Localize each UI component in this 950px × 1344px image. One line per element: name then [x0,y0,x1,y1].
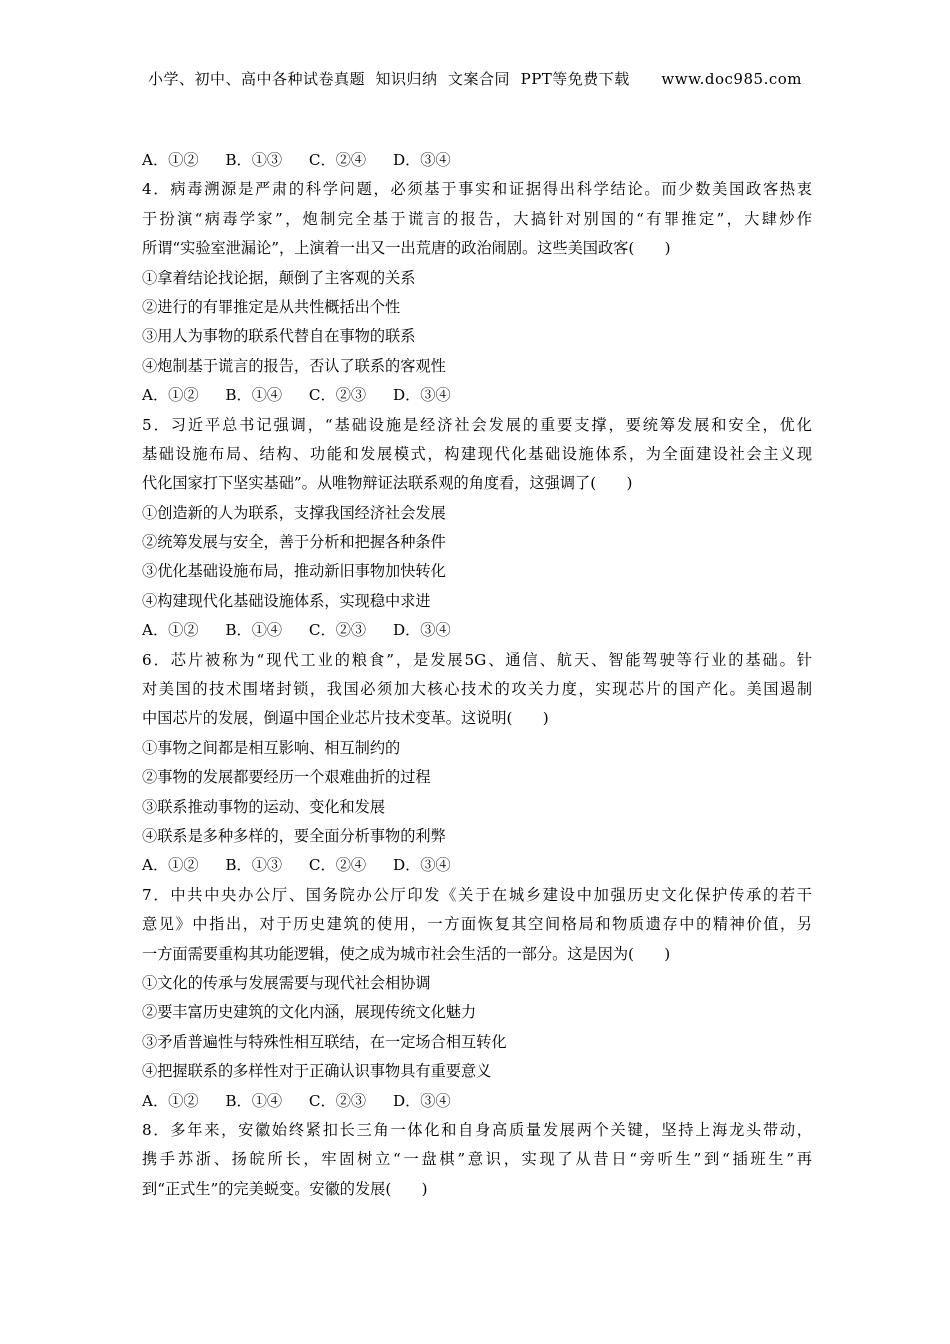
q6-option-c: C．②④ [308,856,367,875]
q6-item-4: ④联系是多种多样的，要全面分析事物的利弊 [142,826,446,845]
q5-stem-line: 5．习近平总书记强调，“基础设施是经济社会发展的重要支撑，要统筹发展和安全，优化 [142,415,812,434]
q6-item-1: ①事物之间都是相互影响、相互制约的 [142,738,401,757]
q6-stem-line: 6．芯片被称为“现代工业的粮食”，是发展5G、通信、航天、智能驾驶等行业的基础。针 [142,650,812,669]
q7-option-a: A．①② [142,1091,199,1110]
q6-option-b: B．①③ [225,856,283,875]
q4-stem-line: 所谓“实验室泄漏论”，上演着一出又一出荒唐的政治闹剧。这些美国政客( ) [142,239,671,258]
q3-option-b: B．①③ [225,151,283,169]
q4-stem-line: 于扮演“病毒学家”，炮制完全基于谎言的报告，大搞针对别国的“有罪推定”，大肆炒作 [142,209,812,228]
q7-option-d: D．③④ [392,1091,451,1110]
q4-item-2: ②进行的有罪推定是从共性概括出个性 [142,297,401,316]
q4-item-4: ④炮制基于谎言的报告，否认了联系的客观性 [142,356,446,375]
q3-option-a: A．①② [142,151,199,169]
question-7 [142,881,812,1116]
q6-item-2: ②事物的发展都要经历一个艰难曲折的过程 [142,768,431,787]
q5-options [142,616,812,645]
q5-stem-line: 代化国家打下坚实基础”。从唯物辩证法联系观的角度看，这强调了( ) [142,474,633,493]
q4-item-1: ①拿着结论找论据，颠倒了主客观的关系 [142,268,416,287]
q6-options [142,851,812,880]
q7-item-3: ③矛盾普遍性与特殊性相互联结，在一定场合相互转化 [142,1032,507,1051]
q5-option-c: C．②③ [308,621,367,640]
q7-stem-line: 一方面需要重构其功能逻辑，使之成为城市社会生活的一部分。这是因为( ) [142,944,671,963]
q7-options [142,1087,812,1116]
q4-options [142,381,812,410]
q5-item-4: ④构建现代化基础设施体系，实现稳中求进 [142,591,431,610]
q7-item-1: ①文化的传承与发展需要与现代社会相协调 [142,973,431,992]
question-8 [142,1116,812,1204]
q5-option-b: B．①④ [225,621,283,640]
q3-options [142,146,812,175]
q7-item-4: ④把握联系的多样性对于正确认识事物具有重要意义 [142,1062,492,1081]
q5-item-2: ②统筹发展与安全，善于分析和把握各种条件 [142,533,446,552]
q7-item-2: ②要丰富历史建筑的文化内涵，展现传统文化魅力 [142,1003,477,1022]
q8-stem-line: 8．多年来，安徽始终紧扣长三角一体化和自身高质量发展两个关键，坚持上海龙头带动， [142,1120,812,1139]
q4-option-b: B．①④ [225,386,283,405]
q4-item-3: ③用人为事物的联系代替自在事物的联系 [142,327,416,346]
q4-option-a: A．①② [142,386,199,405]
q5-stem-line: 基础设施布局、结构、功能和发展模式，构建现代化基础设施体系，为全面建设社会主义现 [142,444,812,463]
q3-option-d: D．③④ [392,151,451,169]
q4-option-c: C．②③ [308,386,367,405]
q5-option-d: D．③④ [392,621,451,640]
q3-option-c: C．②④ [308,151,367,169]
q4-option-d: D．③④ [392,386,451,405]
q6-option-d: D．③④ [392,856,451,875]
q4-stem-line: 4．病毒溯源是严肃的科学问题，必须基于事实和证据得出科学结论。而少数美国政客热衷 [142,180,812,199]
page-header: 小学、初中、高中各种试卷真题 知识归纳 文案合同 PPT等免费下载 www.doc985.com [147,70,802,88]
question-content [142,146,812,1204]
q6-stem-line: 中国芯片的发展，倒逼中国企业芯片技术变革。这说明( ) [142,709,549,728]
q6-option-a: A．①② [142,856,199,875]
q6-item-3: ③联系推动事物的运动、变化和发展 [142,797,385,816]
q8-stem-line: 携手苏浙、扬皖所长，牢固树立“一盘棋”意识，实现了从昔日“旁听生”到“插班生”再 [142,1150,812,1169]
question-6 [142,646,812,881]
q5-item-3: ③优化基础设施布局，推动新旧事物加快转化 [142,562,446,581]
q7-stem-line: 7．中共中央办公厅、国务院办公厅印发《关于在城乡建设中加强历史文化保护传承的若干 [142,885,812,904]
question-4 [142,175,812,410]
q7-stem-line: 意见》中指出，对于历史建筑的使用，一方面恢复其空间格局和物质遗存中的精神价值，另 [142,915,812,934]
q8-stem-line: 到“正式生”的完美蜕变。安徽的发展( ) [142,1179,428,1198]
q7-option-b: B．①④ [225,1091,283,1110]
q6-stem-line: 对美国的技术围堵封锁，我国必须加大核心技术的攻关力度，实现芯片的国产化。美国遏制 [142,680,812,699]
q7-option-c: C．②③ [308,1091,367,1110]
q5-option-a: A．①② [142,621,199,640]
question-5 [142,411,812,646]
q5-item-1: ①创造新的人为联系，支撑我国经济社会发展 [142,503,446,522]
